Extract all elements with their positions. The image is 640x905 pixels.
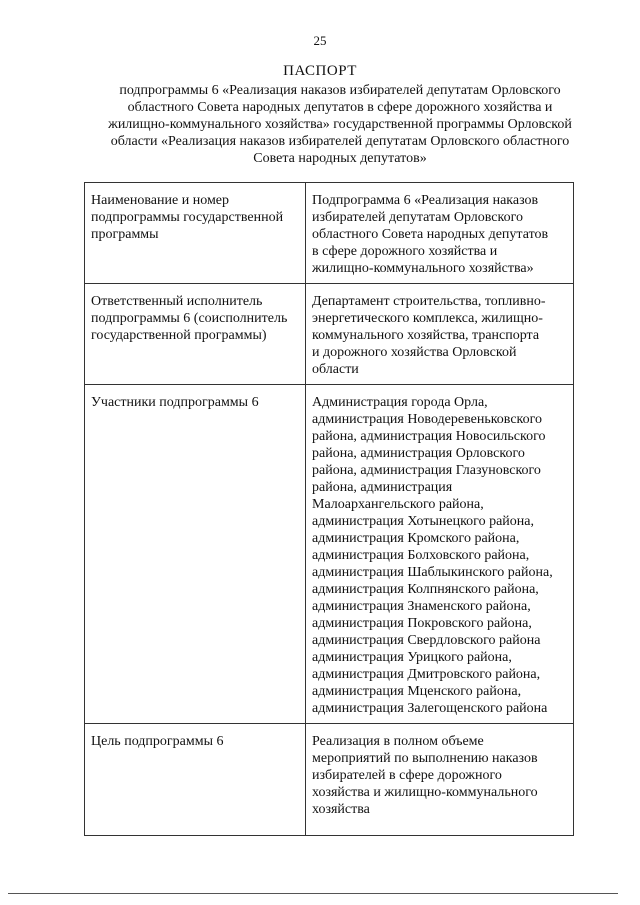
text-line: хозяйства xyxy=(312,802,370,817)
text-line: администрация Залегощенского района xyxy=(312,701,548,716)
text-line: района, администрация Орловского xyxy=(312,446,525,461)
text-line: Реализация в полном объеме xyxy=(312,734,484,749)
page-bottom-rule xyxy=(8,893,618,894)
table-row-goal xyxy=(85,724,574,836)
text-line: администрация Хотынецкого района, xyxy=(312,514,534,529)
text-line: Малоархангельского района, xyxy=(312,497,484,512)
document-subtitle xyxy=(80,82,600,167)
row-value-cell xyxy=(306,284,574,385)
text-line: администрация Болховского района, xyxy=(312,548,530,563)
row-value-cell xyxy=(306,385,574,724)
text-line: области xyxy=(312,362,359,377)
text-line: в сфере дорожного хозяйства и xyxy=(312,244,498,259)
text-line: администрация Покровского района, xyxy=(312,616,532,631)
text-line: района, администрация xyxy=(312,480,453,495)
text-line: администрация Мценского района, xyxy=(312,684,522,699)
subtitle-line: Совета народных депутатов» xyxy=(253,151,427,166)
text-line: программы xyxy=(91,227,159,242)
text-line: Администрация города Орла, xyxy=(312,395,488,410)
text-line: хозяйства и жилищно-коммунального xyxy=(312,785,538,800)
text-line: Наименование и номер xyxy=(91,193,230,208)
text-line: подпрограммы 6 (соисполнитель xyxy=(91,311,288,326)
row-label-cell xyxy=(85,284,306,385)
text-line: администрация Знаменского района, xyxy=(312,599,531,614)
row-label-cell xyxy=(85,183,306,284)
passport-table xyxy=(84,182,574,836)
text-line: Ответственный исполнитель xyxy=(91,294,263,309)
text-line: государственной программы) xyxy=(91,328,267,343)
text-line: Департамент строительства, топливно- xyxy=(312,294,546,309)
text-line: администрация Новодеревеньковского xyxy=(312,412,543,427)
subtitle-line: жилищно-коммунального хозяйства» государственной программы Орловской xyxy=(108,117,572,132)
text-line: района, администрация Глазуновского xyxy=(312,463,541,478)
text-line: Подпрограмма 6 «Реализация наказов xyxy=(312,193,539,208)
text-line: района, администрация Новосильского xyxy=(312,429,546,444)
text-line: избирателей в сфере дорожного xyxy=(312,768,502,783)
text-line: избирателей депутатам Орловского xyxy=(312,210,523,225)
text-line: администрация Урицкого района, xyxy=(312,650,512,665)
subtitle-line: подпрограммы 6 «Реализация наказов избирателей депутатам Орловского xyxy=(119,83,561,98)
text-line: и дорожного хозяйства Орловской xyxy=(312,345,517,360)
row-label-cell xyxy=(85,724,306,836)
text-line: коммунального хозяйства, транспорта xyxy=(312,328,540,343)
subtitle-line: области «Реализация наказов избирателей депутатам Орловского областного xyxy=(110,134,570,149)
row-value-cell xyxy=(306,183,574,284)
text-line: администрация Колпнянского района, xyxy=(312,582,539,597)
text-line: мероприятий по выполнению наказов xyxy=(312,751,538,766)
row-value-cell xyxy=(306,724,574,836)
text-line: Цель подпрограммы 6 xyxy=(91,734,224,749)
text-line: администрация Шаблыкинского района, xyxy=(312,565,553,580)
text-line: подпрограммы государственной xyxy=(91,210,284,225)
document-title: ПАСПОРТ xyxy=(283,63,357,79)
text-line: энергетического комплекса, жилищно- xyxy=(312,311,543,326)
text-line: жилищно-коммунального хозяйства» xyxy=(312,261,534,276)
text-line: Участники подпрограммы 6 xyxy=(91,395,259,410)
table-row-participants xyxy=(85,385,574,724)
text-line: областного Совета народных депутатов xyxy=(312,227,549,242)
table-row-executor xyxy=(85,284,574,385)
subtitle-line: областного Совета народных депутатов в сфере дорожного хозяйства и xyxy=(127,100,553,115)
text-line: администрация Кромского района, xyxy=(312,531,520,546)
text-line: администрация Свердловского района xyxy=(312,633,541,648)
table-row-name xyxy=(85,183,574,284)
text-line: администрация Дмитровского района, xyxy=(312,667,541,682)
row-label-cell xyxy=(85,385,306,724)
page-number: 25 xyxy=(313,33,327,48)
